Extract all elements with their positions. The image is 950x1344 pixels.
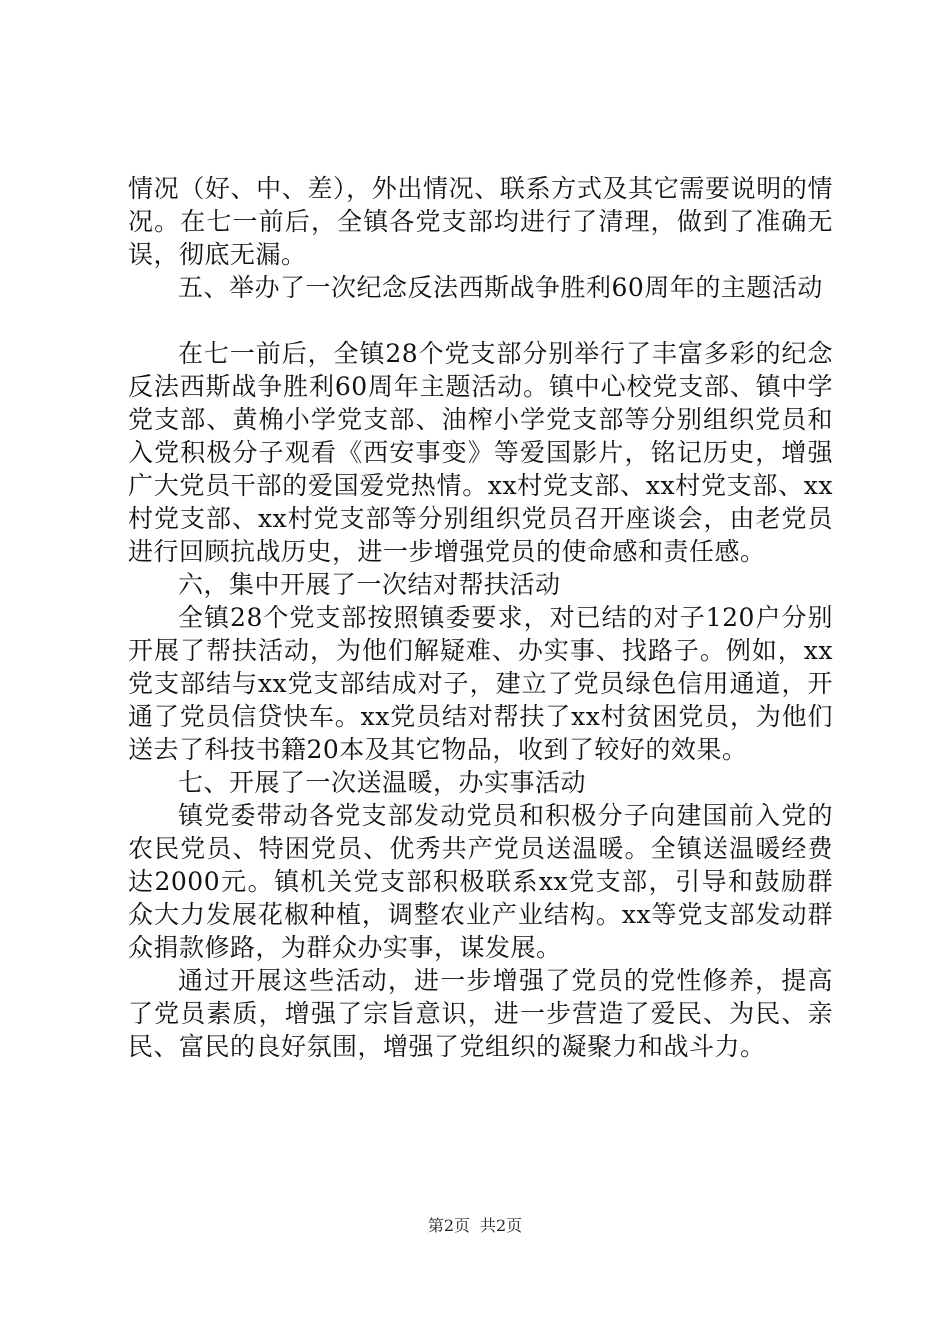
paragraph-section-5: 在七一前后，全镇28个党支部分别举行了丰富多彩的纪念反法西斯战争胜利60周年主题活动。镇中心校党支部、镇中学党支部、黄桷小学党支部、油榨小学党支部等分别组织党员和入党积极分子观看《西安事变》等爱国影片，铭记历史，增强广大党员干部的爱国爱党热情。xx村党支部、xx村党支部、xx村党支部、xx村党支部等分别组织党员召开座谈会，由老党员进行回顾抗战历史，进一步增强党员的使命感和责任感。	[128, 339, 833, 566]
page-total: 共2页	[480, 1216, 523, 1235]
section-heading-5: 五、举办了一次纪念反法西斯战争胜利60周年的主题活动	[178, 273, 823, 302]
section-heading-7: 七、开展了一次送温暖，办实事活动	[178, 768, 587, 797]
document-body	[128, 172, 833, 1063]
section-heading-6: 六，集中开展了一次结对帮扶活动	[178, 570, 561, 599]
paragraph-continuation: 情况（好、中、差），外出情况、联系方式及其它需要说明的情况。在七一前后，全镇各党支部均进行了清理，做到了准确无误，彻底无漏。	[128, 174, 833, 269]
paragraph-section-7: 镇党委带动各党支部发动党员和积极分子向建国前入党的农民党员、特困党员、优秀共产党员送温暖。全镇送温暖经费达2000元。镇机关党支部积极联系xx党支部，引导和鼓励群众大力发展花椒种植，调整农业产业结构。xx等党支部发动群众捐款修路，为群众办实事，谋发展。	[128, 801, 833, 962]
page-number: 第2页	[427, 1216, 470, 1235]
paragraph-section-6: 全镇28个党支部按照镇委要求，对已结的对子120户分别开展了帮扶活动，为他们解疑难、办实事、找路子。例如，xx党支部结与xx党支部结成对子，建立了党员绿色信用通道，开通了党员信贷快车。xx党员结对帮扶了xx村贫困党员，为他们送去了科技书籍20本及其它物品，收到了较好的效果。	[128, 603, 833, 764]
paragraph-conclusion: 通过开展这些活动，进一步增强了党员的党性修养，提高了党员素质，增强了宗旨意识，进一步营造了爱民、为民、亲民、富民的良好氛围，增强了党组织的凝聚力和战斗力。	[128, 966, 833, 1061]
page-footer	[0, 1213, 950, 1236]
